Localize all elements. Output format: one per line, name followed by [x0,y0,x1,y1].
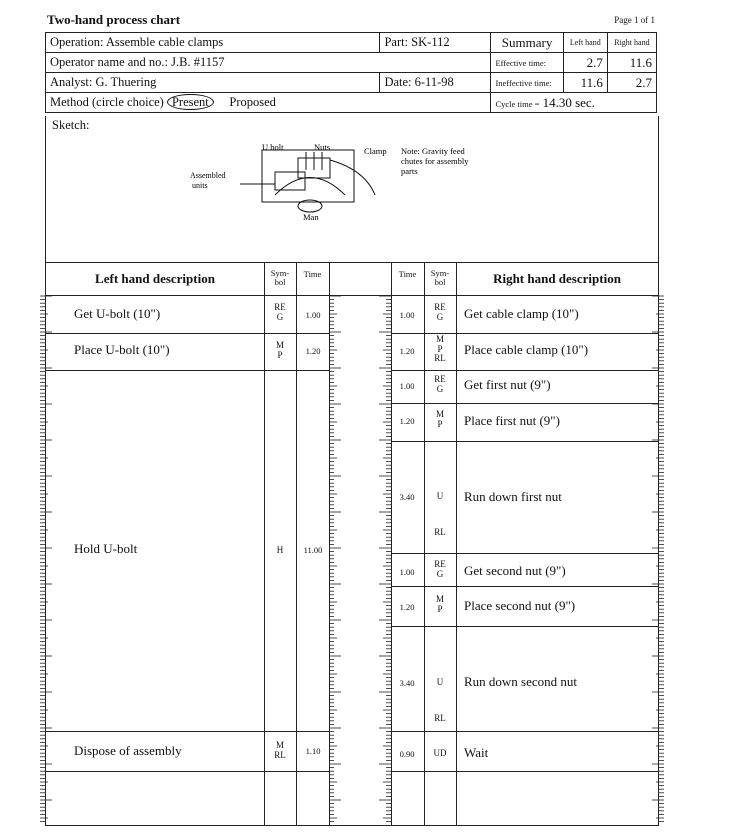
right-sym-2 [427,335,453,364]
left-time-2: 1.20 [305,346,321,356]
cycle-time [491,93,657,113]
method-label: Method (circle choice) [50,95,164,109]
sketch-units-label: units [192,181,208,190]
right-desc-3: Get first nut (9") [464,377,551,392]
sketch-ubolt-label: U bolt [262,142,284,152]
summary-left-hand: Left hand [563,33,607,53]
right-sym-6 [427,560,453,579]
operator-field: Operator name and no.: J.B. #1157 [46,53,491,73]
header-table [45,32,657,113]
right-sym-2a: M [435,334,444,344]
left-sym-4b: RL [274,749,286,760]
right-time-header: Time [398,269,417,279]
col-line [424,263,425,825]
cycle-label: Cycle time = [495,98,540,109]
sketch-label: Sketch: [52,118,90,132]
left-sym-3: H [276,545,284,555]
right-desc-8: Run down second nut [464,674,578,689]
left-row-line [46,370,329,371]
sketch-assembled-label: Assembled [190,171,226,180]
right-sym-3 [427,375,453,394]
right-sym-4 [427,410,453,429]
summary-right-hand: Right hand [607,33,656,53]
left-time-3: 11.00 [303,545,323,555]
sketch-man-label: Man [303,212,319,222]
right-sym-header-2: bol [434,277,446,287]
right-time-4: 1.20 [399,416,415,426]
part-field: Part: SK-112 [380,33,491,53]
sketch-note-line3: parts [401,166,418,176]
workplace-sketch [180,140,520,225]
right-time-2: 1.20 [399,346,415,356]
sketch-nuts-label: Nuts [314,142,331,152]
left-sym-header-2: bol [274,277,286,287]
right-sym-2c: RL [434,353,446,363]
right-time-3: 1.00 [399,381,415,391]
left-sym-header-1: Sym- [270,268,290,278]
left-time-header: Time [303,269,322,279]
right-sym-3b: G [436,383,444,394]
col-line [296,263,297,825]
left-desc-1: Get U-bolt (10") [74,306,161,321]
method-proposed: Proposed [229,95,276,109]
right-row-line [391,731,658,732]
right-desc-5: Run down first nut [464,489,562,504]
right-sym-header-1: Sym- [430,268,450,278]
right-desc-2: Place cable clamp (10") [464,342,589,357]
col-line [264,263,265,825]
right-row-line [391,626,658,627]
right-sym-8a: U [436,677,444,687]
right-desc-7: Place second nut (9") [464,598,576,613]
left-time-1: 1.00 [305,310,321,320]
effective-label: Effective time: [491,53,563,73]
operation-field: Operation: Assemble cable clamps [46,33,380,53]
right-row-line [391,403,658,404]
left-sym-2b: P [277,349,283,360]
right-time-7: 1.20 [399,602,415,612]
left-sym-1a: RE [274,302,286,312]
clamp-arc [330,160,375,195]
right-time-5: 3.40 [399,492,415,502]
left-sym-2 [267,341,293,360]
left-time-4: 1.10 [305,746,321,756]
sketch-clamp-label: Clamp [364,146,387,156]
right-desc-9: Wait [464,745,489,760]
process-grid [45,262,659,826]
right-sym-6b: G [436,568,444,579]
right-sym-1a: RE [434,302,446,312]
method-field [46,93,491,113]
left-row-line [46,731,329,732]
right-desc-1: Get cable clamp (10") [464,306,579,321]
right-sym-7a: M [435,594,444,604]
reach-arc [275,178,345,196]
right-row-line [391,771,658,772]
left-sym-1 [267,303,293,322]
assembled-bin [275,172,305,190]
left-hand-header: Left hand description [95,271,215,286]
time-scale-left-inner [329,263,343,825]
left-sym-2a: M [275,340,284,350]
time-scale-left-outer [40,263,54,825]
time-scale-right-inner [377,263,391,825]
right-sym-7 [427,595,453,614]
right-desc-4: Place first nut (9") [464,413,560,428]
right-time-6: 1.00 [399,567,415,577]
col-line [456,263,457,825]
summary-label: Summary [491,33,563,53]
left-sym-4a: M [275,740,284,750]
right-time-9: 0.90 [399,749,415,759]
right-sym-header [424,269,456,287]
right-sym-3a: RE [434,374,446,384]
right-sym-7b: P [437,603,443,614]
right-sym-6a: RE [434,559,446,569]
page-number: Page 1 of 1 [614,15,655,25]
analyst-field: Analyst: G. Thuering [46,73,380,93]
effective-right: 11.6 [607,53,656,73]
ineffective-right: 2.7 [607,73,656,93]
right-hand-header: Right hand description [493,271,621,286]
right-sym-1 [427,303,453,322]
right-sym-5a: U [436,491,444,501]
left-sym-4 [267,741,293,760]
left-row-line [46,333,264,334]
header-divider [46,295,658,296]
right-sym-2b: P [437,343,443,354]
left-row-line [264,333,329,334]
ineffective-label: Ineffective time: [491,73,563,93]
right-sym-9: UD [433,748,447,758]
sketch-note-line1: Note: Gravity feed [401,146,465,156]
right-sym-1b: G [436,311,444,322]
left-desc-3: Hold U-bolt [74,541,138,556]
left-sym-1b: G [276,311,284,322]
right-row-line [391,586,658,587]
method-present-circled: Present [167,94,214,110]
right-row-line [391,370,658,371]
left-desc-2: Place U-bolt (10") [74,342,170,357]
left-desc-4: Dispose of assembly [74,743,182,758]
date-field: Date: 6-11-98 [380,73,491,93]
right-sym-4b: P [437,418,443,429]
right-row-line [391,333,658,334]
right-row-line [391,553,658,554]
chart-title: Two-hand process chart [47,12,181,27]
right-desc-6: Get second nut (9") [464,563,566,578]
right-sym-4a: M [435,409,444,419]
cycle-value: 14.30 sec. [542,94,595,110]
effective-left: 2.7 [563,53,607,73]
left-sym-header [264,269,296,287]
ineffective-left: 11.6 [563,73,607,93]
right-time-1: 1.00 [399,310,415,320]
sketch-note-line2: chutes for assembly [401,156,469,166]
right-row-line [391,441,658,442]
right-time-8: 3.40 [399,678,415,688]
left-row-line [46,771,329,772]
right-sym-8b: RL [434,713,446,723]
time-scale-right-outer [650,263,664,825]
right-sym-5b: RL [434,527,446,537]
